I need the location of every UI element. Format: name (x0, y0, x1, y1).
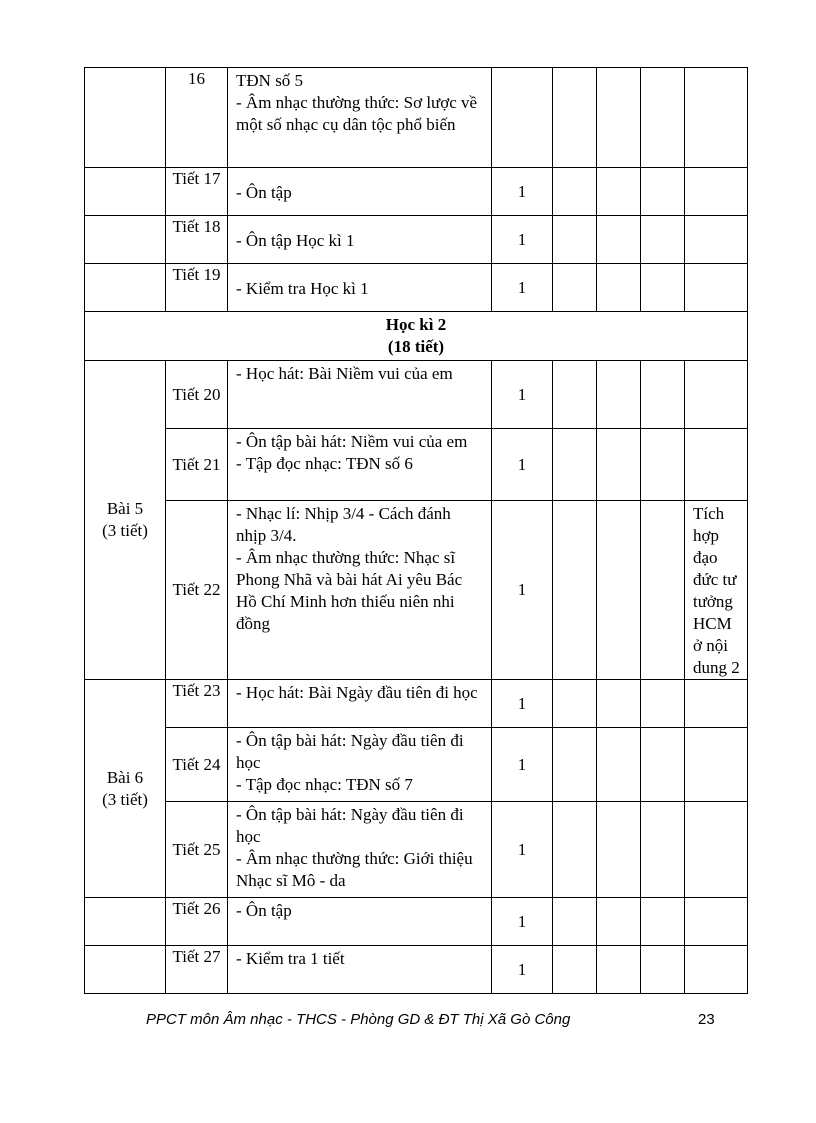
curriculum-table (84, 67, 748, 994)
note-cell: Tích hợp đạo đức tư tưởng HCM ở nội dung 2 (685, 501, 748, 680)
lesson-cell: Tiết 18 (166, 216, 228, 264)
lesson-cell: Tiết 20 (166, 361, 228, 429)
table-row (85, 68, 748, 168)
periods-cell: 1 (492, 680, 553, 728)
table-row (85, 802, 748, 898)
semester-title: Học kì 2 (385, 315, 447, 334)
periods-cell: 1 (492, 361, 553, 429)
semester-header-row (85, 312, 748, 361)
unit-cell: Bài 5 (3 tiết) (85, 361, 166, 680)
content-cell: - Ôn tập Học kì 1 (228, 216, 492, 264)
content-cell: - Ôn tập bài hát: Ngày đầu tiên đi học - Tập đọc nhạc: TĐN số 7 (228, 728, 492, 802)
table-row (85, 728, 748, 802)
table-row (85, 898, 748, 946)
periods-cell: 1 (492, 168, 553, 216)
lesson-cell: Tiết 24 (166, 728, 228, 802)
lesson-cell: Tiết 26 (166, 898, 228, 946)
content-cell: - Kiểm tra 1 tiết (228, 946, 492, 994)
page-footer: PPCT môn Âm nhạc - THCS - Phòng GD & ĐT Thị Xã Gò Công (146, 1011, 571, 1028)
table-row (85, 680, 748, 728)
lesson-cell: Tiết 23 (166, 680, 228, 728)
periods-cell: 1 (492, 728, 553, 802)
content-cell: TĐN số 5 - Âm nhạc thường thức: Sơ lược về một số nhạc cụ dân tộc phổ biến (228, 68, 492, 168)
lesson-cell: 16 (166, 68, 228, 168)
content-cell: - Học hát: Bài Niềm vui của em (228, 361, 492, 429)
table-row (85, 946, 748, 994)
content-cell: - Nhạc lí: Nhịp 3/4 - Cách đánh nhịp 3/4. - Âm nhạc thường thức: Nhạc sĩ Phong Nhã và bài hát Ai yêu Bác Hồ Chí Minh hơn thiếu niên nhi đồng (228, 501, 492, 680)
lesson-cell: Tiết 25 (166, 802, 228, 898)
table-row (85, 501, 748, 680)
content-cell: - Học hát: Bài Ngày đầu tiên đi học (228, 680, 492, 728)
periods-cell: 1 (492, 264, 553, 312)
semester-header (85, 312, 748, 361)
periods-cell: 1 (492, 429, 553, 501)
content-cell: - Kiểm tra Học kì 1 (228, 264, 492, 312)
periods-cell: 1 (492, 946, 553, 994)
table-row (85, 429, 748, 501)
table-row (85, 168, 748, 216)
content-cell: - Ôn tập (228, 168, 492, 216)
lesson-cell: Tiết 21 (166, 429, 228, 501)
unit-cell: Bài 6 (3 tiết) (85, 680, 166, 898)
content-cell: - Ôn tập bài hát: Ngày đầu tiên đi học - Âm nhạc thường thức: Giới thiệu Nhạc sĩ Mô - da (228, 802, 492, 898)
periods-cell: 1 (492, 802, 553, 898)
content-cell: - Ôn tập (228, 898, 492, 946)
table-row (85, 216, 748, 264)
content-cell: - Ôn tập bài hát: Niềm vui của em - Tập đọc nhạc: TĐN số 6 (228, 429, 492, 501)
lesson-cell: Tiết 22 (166, 501, 228, 680)
table-row (85, 264, 748, 312)
periods-cell: 1 (492, 501, 553, 680)
periods-cell: 1 (492, 216, 553, 264)
lesson-cell: Tiết 19 (166, 264, 228, 312)
page-number: 23 (698, 1011, 715, 1028)
periods-cell: 1 (492, 898, 553, 946)
lesson-cell: Tiết 17 (166, 168, 228, 216)
semester-subtitle: (18 tiết) (387, 337, 445, 356)
lesson-cell: Tiết 27 (166, 946, 228, 994)
table-row (85, 361, 748, 429)
